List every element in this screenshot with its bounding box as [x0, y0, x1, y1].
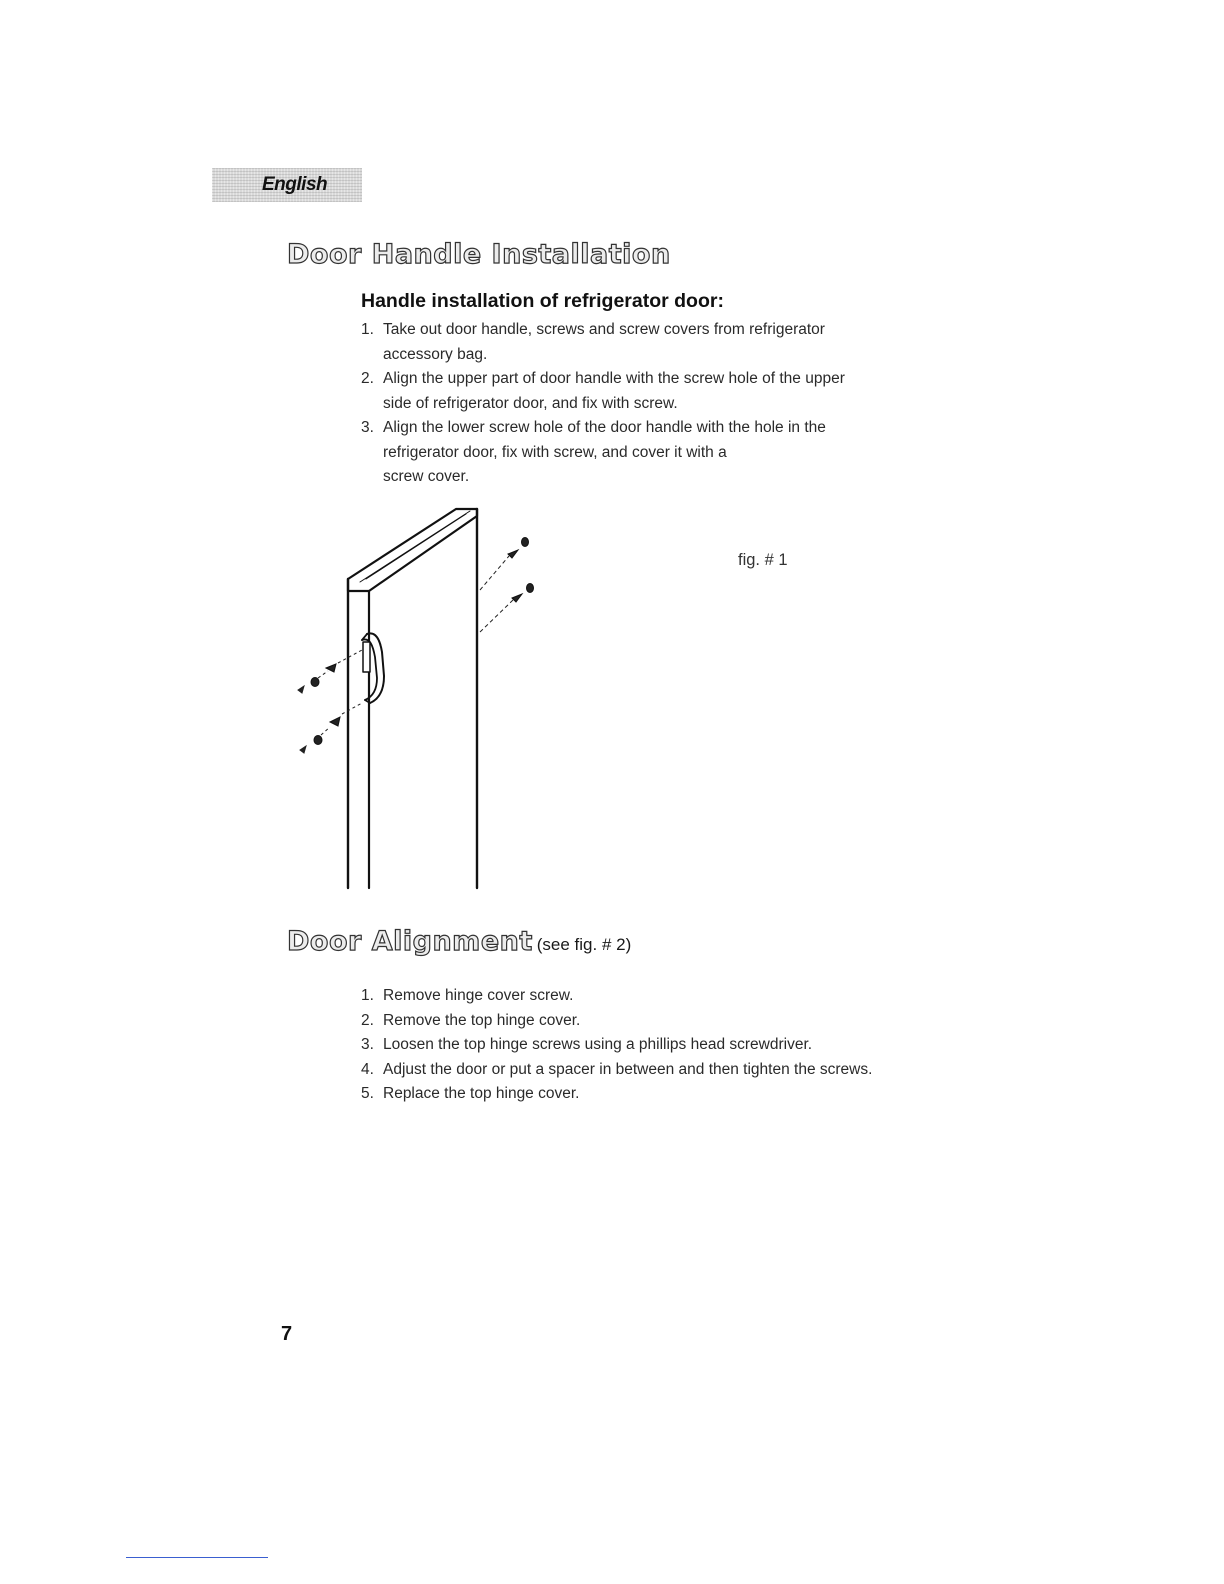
language-tab [212, 168, 362, 202]
page-number: 7 [281, 1323, 293, 1345]
door-alignment-steps [361, 984, 872, 1107]
see-figure-reference: (see fig. # 2) [536, 935, 632, 954]
list-item: 2. Remove the top hinge cover. [361, 1011, 581, 1029]
door-handle-installation-title: Door Handle Installation [287, 239, 671, 270]
list-item: 3. Loosen the top hinge screws using a phillips head screwdriver. [361, 1036, 813, 1054]
door-handle-figure [280, 500, 560, 892]
list-item: 3. Align the lower screw hole of the door handle with the hole in the refrigerator door, fix with screw, and cover it with a screw cover. [361, 419, 826, 485]
list-item: 2. Align the upper part of door handle with the screw hole of the upper side of refrigerator door, and fix with screw. [361, 370, 845, 412]
footer-rule [126, 1557, 268, 1558]
list-item: 1. Remove hinge cover screw. [361, 987, 574, 1004]
handle-installation-steps [361, 318, 845, 490]
figure-label: fig. # 1 [738, 551, 788, 569]
handle-installation-subheading: Handle installation of refrigerator door: [361, 290, 724, 312]
list-item: 5. Replace the top hinge cover. [361, 1085, 580, 1103]
door-alignment-title: Door Alignment (see fig. # 2) [287, 926, 632, 957]
list-item: 4. Adjust the door or put a spacer in between and then tighten the screws. [361, 1060, 873, 1078]
language-tab-label: English [262, 174, 328, 195]
list-item: 1. Take out door handle, screws and screw covers from refrigerator accessory bag. [361, 321, 825, 363]
